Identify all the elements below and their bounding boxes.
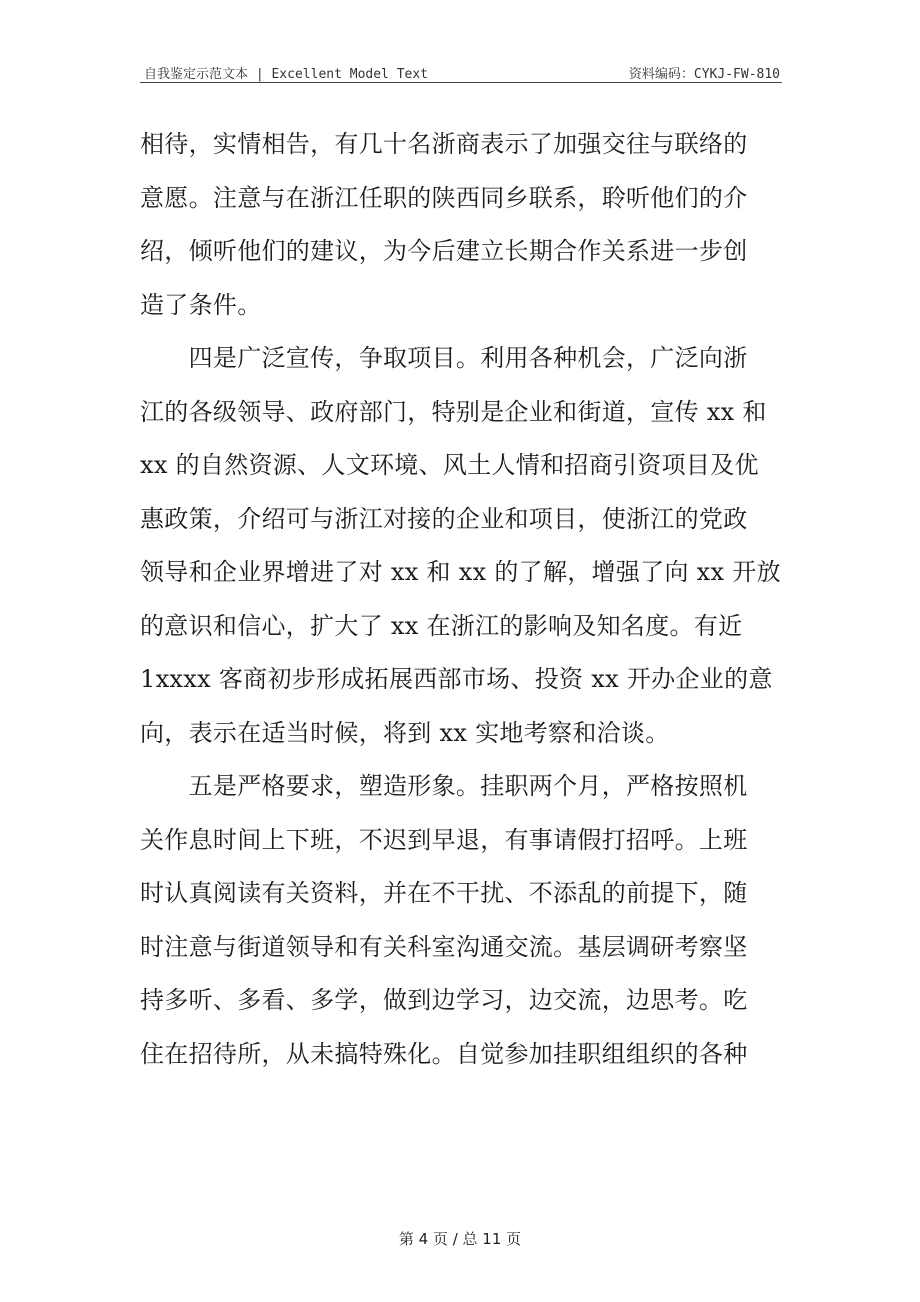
text-line: 1xxxx 客商初步形成拓展西部市场、投资 xx 开办企业的意 [140,665,773,693]
text-line: 时认真阅读有关资料，并在不干扰、不添乱的前提下，随 [140,879,748,907]
text-line: 五是严格要求，塑造形象。挂职两个月，严格按照机 [140,772,748,800]
text-line: 意愿。注意与在浙江任职的陕西同乡联系，聆听他们的介 [140,183,748,212]
text-line: 持多听、多看、多学，做到边学习，边交流，边思考。吃 [140,986,748,1014]
text-line: 时注意与街道领导和有关科室沟通交流。基层调研考察坚 [140,932,748,961]
text-line: 绍，倾听他们的建议，为今后建立长期合作关系进一步创 [140,237,748,265]
header-title: 自我鉴定示范文本 | Excellent Model Text [144,67,429,82]
text-line: xx 的自然资源、人文环境、风土人情和招商引资项目及优 [140,451,759,479]
header-doc-code: 资料编码：CYKJ-FW-810 [628,67,780,82]
paragraph [140,760,790,1081]
page-number: 第 4 页 / 总 11 页 [398,1230,522,1248]
text-line: 江的各级领导、政府部门，特别是企业和街道，宣传 xx 和 [140,397,767,426]
paragraph [140,332,790,760]
text-line: 住在招待所，从未搞特殊化。自觉参加挂职组组织的各种 [140,1039,748,1068]
text-line: 领导和企业界增进了对 xx 和 xx 的了解，增强了向 xx 开放 [140,558,781,586]
text-line: 惠政策，介绍可与浙江对接的企业和项目，使浙江的党政 [140,504,748,533]
page-header [140,62,782,83]
text-line: 造了条件。 [140,290,262,319]
text-line: 的意识和信心，扩大了 xx 在浙江的影响及知名度。有近 [140,611,743,640]
text-line: 四是广泛宣传，争取项目。利用各种机会，广泛向浙 [140,344,748,372]
document-body [140,118,790,1081]
text-line: 向，表示在适当时候，将到 xx 实地考察和洽谈。 [140,718,670,747]
paragraph [140,118,790,332]
text-line: 关作息时间上下班，不迟到早退，有事请假打招呼。上班 [140,825,748,854]
text-line: 相待，实情相告，有几十名浙商表示了加强交往与联络的 [140,130,748,158]
